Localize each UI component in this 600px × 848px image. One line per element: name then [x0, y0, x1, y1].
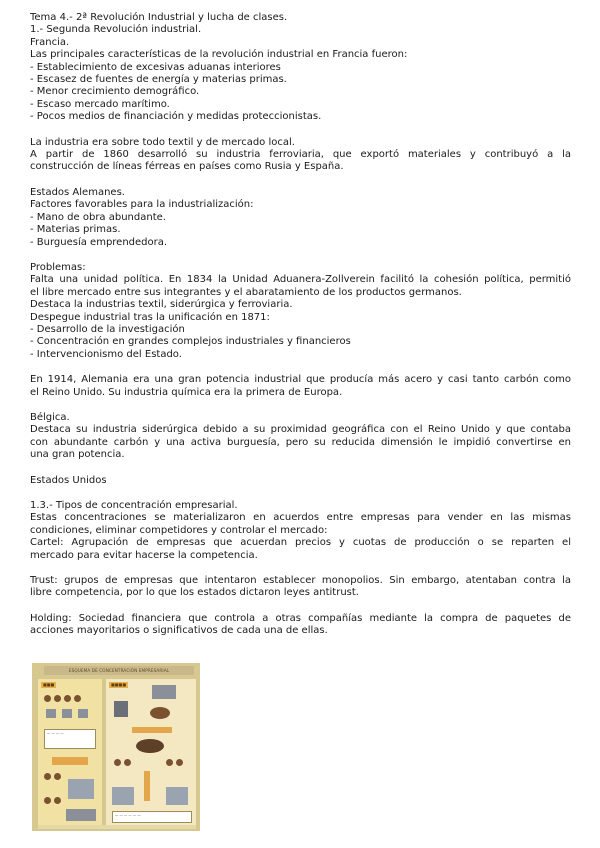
- paragraph-text: A partir de 1860 desarrolló su industria ferroviaria, que exportó materiales y contribuyó a la: [30, 149, 571, 161]
- factory-icon: [114, 701, 128, 717]
- person-icon: [44, 773, 51, 780]
- arrow-shape: [132, 727, 172, 733]
- section-heading: 1.- Segunda Revolución industrial.: [30, 24, 202, 36]
- figure-panel-right: [106, 679, 196, 825]
- paragraph-text: Destaca su industria siderúrgica debido a su proximidad geográfica con el Reino Unido y que contaba: [30, 424, 571, 436]
- paragraph-text: mercado para evitar hacerse la competencia.: [30, 549, 258, 561]
- section-heading: 1.3.- Tipos de concentración empresarial.: [30, 500, 238, 511]
- factory-icon: [112, 787, 134, 805]
- person-icon: [54, 773, 61, 780]
- person-icon: [44, 797, 51, 804]
- paragraph-text: Factores favorables para la industrialización:: [30, 199, 254, 211]
- list-item: - Concentración en grandes complejos industriales y financieros: [30, 336, 351, 348]
- paragraph-text: La industria era sobre todo textil y de mercado local.: [30, 136, 295, 148]
- paragraph-text: Estas concentraciones se materializaron en acuerdos entre empresas para vender en las mismas: [30, 512, 571, 524]
- person-icon: [64, 695, 71, 702]
- person-group-icon: [136, 739, 164, 753]
- list-item: - Desarrollo de la investigación: [30, 323, 185, 335]
- person-icon: [44, 695, 51, 702]
- paragraph-text: libre competencia, por lo que los estados dictaron leyes antitrust.: [30, 587, 359, 599]
- country-heading-belgica: Bélgica.: [30, 411, 70, 423]
- list-item: - Establecimiento de excesivas aduanas interiores: [30, 61, 281, 73]
- country-heading-eeuu: Estados Unidos: [30, 474, 107, 486]
- list-item: - Menor crecimiento demográfico.: [30, 86, 200, 98]
- document-title: Tema 4.- 2ª Revolución Industrial y lucha de clases.: [30, 12, 288, 23]
- paragraph-text: condiciones, eliminar competidores y controlar el mercado:: [30, 524, 328, 536]
- list-item: - Burguesía emprendedora.: [30, 236, 168, 248]
- list-item: - Mano de obra abundante.: [30, 211, 166, 223]
- figure-panel-left: [38, 679, 102, 825]
- arrow-shape: [52, 757, 88, 765]
- person-icon: [124, 759, 131, 766]
- paragraph-text: con abundante carbón y una activa burguesía, pero su reducida dimensión le impidió convertirse en: [30, 436, 571, 448]
- panel-tag: ■■■■: [111, 682, 127, 687]
- arrow-shape: [144, 771, 150, 801]
- person-icon: [114, 759, 121, 766]
- paragraph-text: Cartel: Agrupación de empresas que acuerdan precios y cuotas de producción o se reparten el: [30, 537, 571, 549]
- country-heading-francia: Francia.: [30, 36, 70, 48]
- factory-icon: [68, 779, 94, 799]
- figure-caption-box: — — — —: [44, 729, 96, 749]
- paragraph-text: acciones mayoritarios o significativos de cada una de ellas.: [30, 625, 328, 637]
- list-item: - Pocos medios de financiación y medidas proteccionistas.: [30, 111, 322, 123]
- list-item: - Escasez de fuentes de energía y materias primas.: [30, 74, 287, 86]
- paragraph-text: construcción de líneas férreas en países como Rusia y España.: [30, 161, 344, 173]
- concentration-diagram-image: [32, 663, 200, 831]
- factory-icon: [166, 787, 188, 805]
- person-icon: [74, 695, 81, 702]
- paragraph-text: una gran potencia.: [30, 449, 125, 461]
- building-icon: [152, 685, 176, 699]
- paragraph-text: Falta una unidad política. En 1834 la Unidad Aduanera-Zollverein facilitó la cohesión política, permitió: [30, 274, 571, 286]
- factory-icon: [62, 709, 72, 718]
- paragraph-text: Holding: Sociedad financiera que controla a otras compañías mediante la compra de paquetes de: [30, 612, 571, 624]
- paragraph-text: Destaca la industrias textil, siderúrgica y ferroviaria.: [30, 299, 293, 311]
- person-group-icon: [150, 707, 170, 719]
- paragraph-text: el libre mercado entre sus integrantes y el abaratamiento de los productos germanos.: [30, 286, 462, 298]
- person-icon: [176, 759, 183, 766]
- list-item: - Intervencionismo del Estado.: [30, 348, 182, 360]
- factory-icon: [78, 709, 88, 718]
- factory-icon: [66, 809, 96, 821]
- document-page: [30, 12, 571, 638]
- person-icon: [54, 695, 61, 702]
- person-icon: [166, 759, 173, 766]
- figure-caption-box: — — — — — —: [112, 811, 192, 823]
- paragraph-text: Las principales características de la revolución industrial en Francia fueron:: [30, 49, 408, 61]
- panel-tag: ■■■: [43, 682, 55, 687]
- figure-footer-strip: [38, 825, 196, 829]
- list-item: - Escaso mercado marítimo.: [30, 98, 170, 110]
- figure-title: ESQUEMA DE CONCENTRACIÓN EMPRESARIAL: [44, 666, 194, 675]
- paragraph-text: En 1914, Alemania era una gran potencia industrial que producía más acero y casi tanto carbón como: [30, 374, 571, 386]
- country-heading-alemania: Estados Alemanes.: [30, 186, 125, 198]
- paragraph-text: Trust: grupos de empresas que intentaron establecer monopolios. Sin embargo, atentaban contra la: [30, 575, 571, 587]
- paragraph-text: Despegue industrial tras la unificación en 1871:: [30, 311, 270, 323]
- person-icon: [54, 797, 61, 804]
- subheading-problemas: Problemas:: [30, 261, 86, 273]
- list-item: - Materias primas.: [30, 224, 121, 236]
- factory-icon: [46, 709, 56, 718]
- paragraph-text: el Reino Unido. Su industria química era la primera de Europa.: [30, 386, 343, 398]
